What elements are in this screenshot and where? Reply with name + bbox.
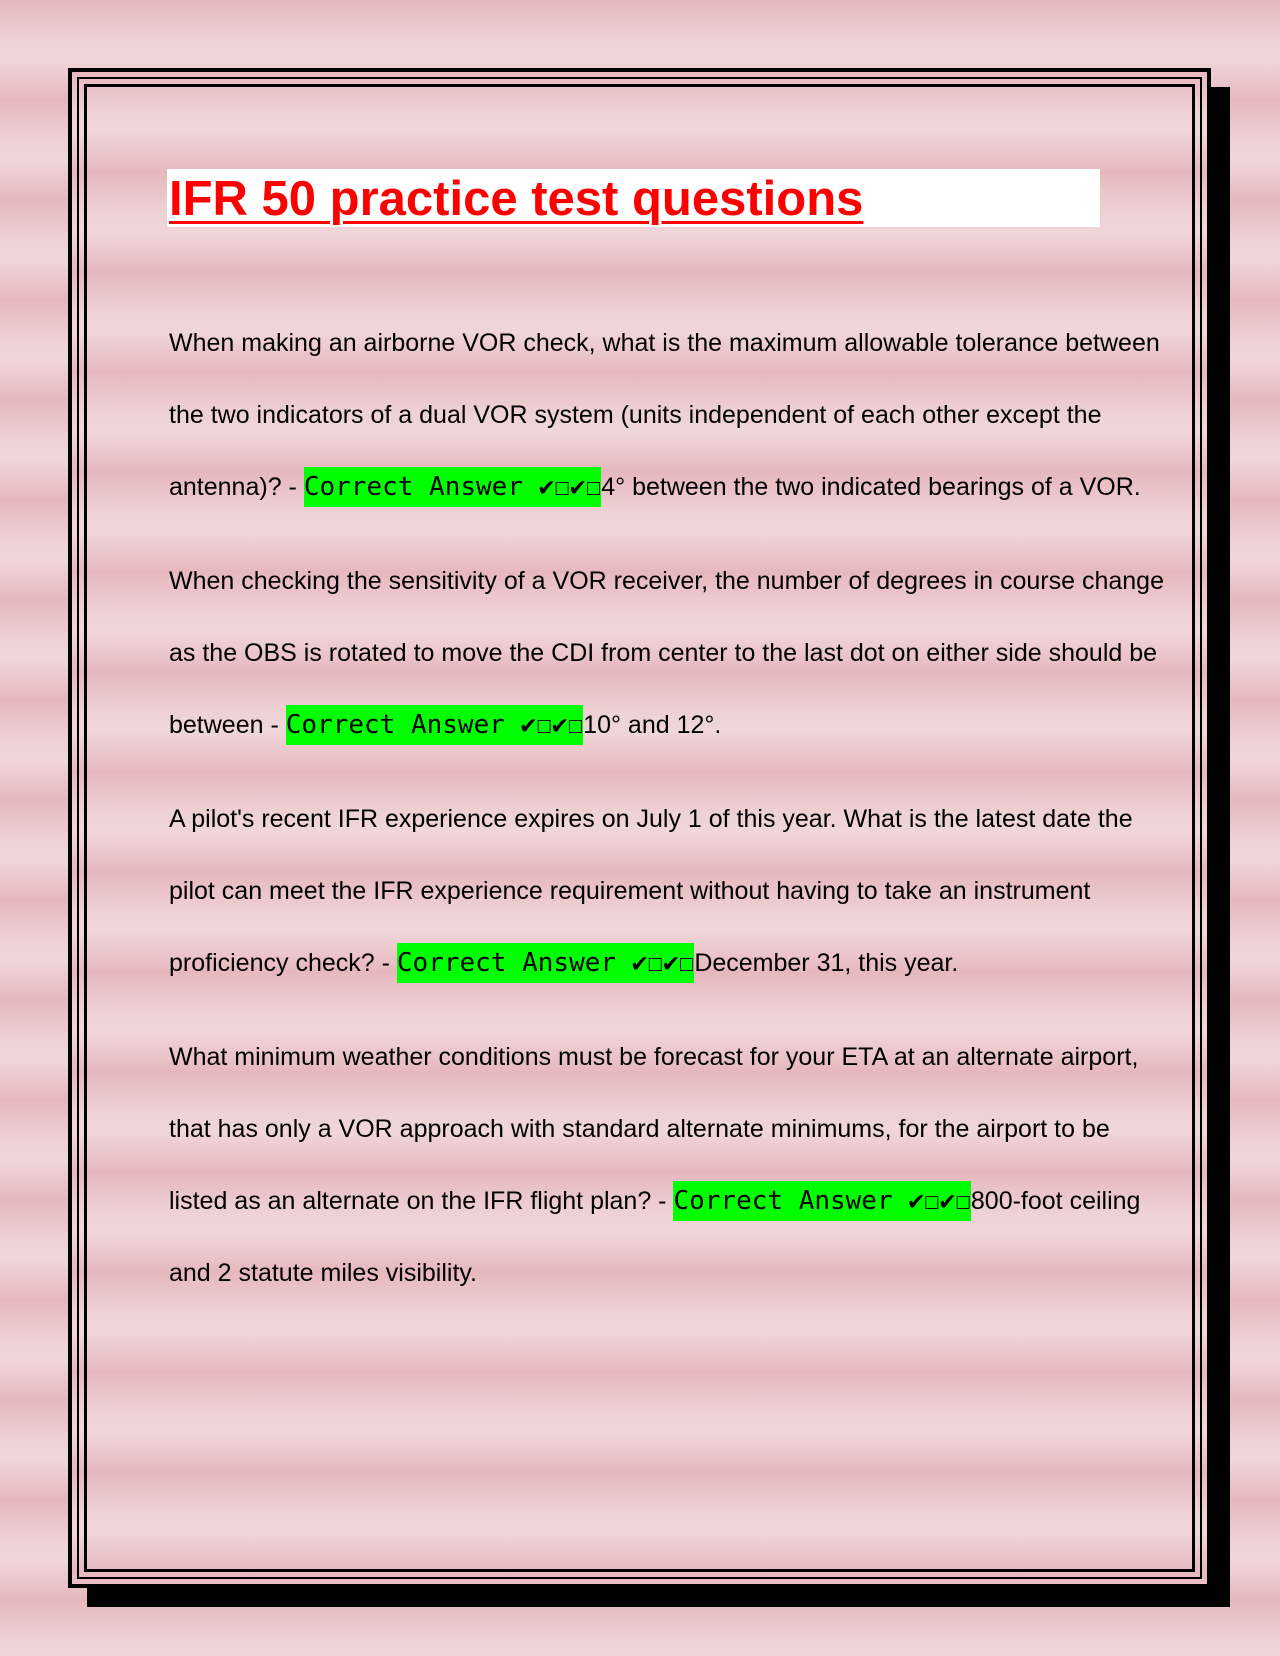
answer-text: 4° between the two indicated bearings of a VOR. [601,473,1141,501]
question-item-1 [169,307,1169,523]
question-list [169,307,1169,1331]
answer-text: 10° and 12°. [583,711,722,739]
question-text: A pilot's recent IFR experience expires on July 1 of this year. What is the latest date the pilot can meet the IFR experience requirement without having to take an instrument proficiency check? - [169,805,1133,977]
document-title: IFR 50 practice test questions [169,172,864,226]
answer-text: December 31, this year. [694,949,959,977]
correct-answer-marker: Correct Answer ✔☐✔☐ [673,1181,970,1221]
question-item-4 [169,1021,1169,1309]
correct-answer-marker: Correct Answer ✔☐✔☐ [304,467,601,507]
correct-answer-marker: Correct Answer ✔☐✔☐ [286,705,583,745]
question-item-3 [169,783,1169,999]
correct-answer-marker: Correct Answer ✔☐✔☐ [397,943,694,983]
question-item-2 [169,545,1169,761]
question-text: When checking the sensitivity of a VOR receiver, the number of degrees in course change as the OBS is rotated to move the CDI from center to the last dot on either side should be between - [169,567,1164,739]
frame-inner-border [77,77,1202,1579]
question-text: When making an airborne VOR check, what is the maximum allowable tolerance between the two indicators of a dual VOR system (units independent of each other except the antenna)? - [169,329,1160,501]
frame-inner-border-2 [84,84,1195,1572]
question-text: What minimum weather conditions must be forecast for your ETA at an alternate airport, that has only a VOR approach with standard alternate minimums, for the airport to be listed as an alternate on the IFR flight plan? - [169,1043,1139,1215]
answer-text: 800-foot ceiling and 2 statute miles visibility. [169,1187,1141,1287]
page-frame [68,68,1211,1588]
